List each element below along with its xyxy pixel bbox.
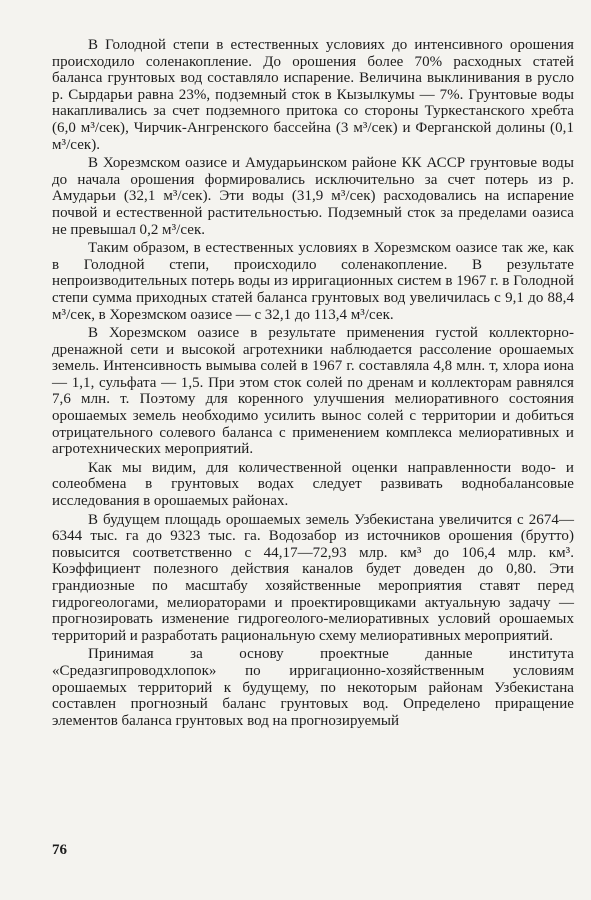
paragraph-forecast-balance: Принимая за основу проектные данные института «Средазгипроводхлопок» по ирригационно-хозяйственным условиям орошаемых территорий к будущему, по некоторым районам Узбекистана составлен прогнозный баланс грунтовых вод. Определено приращение элементов баланса грунтовых вод на прогнозируемый xyxy=(52,646,574,729)
paragraph-salt-accumulation: Таким образом, в естественных условиях в Хорезмском оазисе так же, как в Голодной степи, происходило соленакопление. В результате непроизводительных потерь воды из ирригационных систем в 1967 г. в Голодной степи сумма приходных статей баланса грунтовых вод увеличилась с 9,1 до 88,4 м³/сек, в Хорезмском оазисе — с 32,1 до 113,4 м³/сек. xyxy=(52,240,574,323)
paragraph-desalination: В Хорезмском оазисе в результате применения густой коллекторно-дренажной сети и высокой агротехники наблюдается рассоление орошаемых земель. Интенсивность вымыва солей в 1967 г. составляла 4,8 млн. т, хлора иона — 1,1, сульфата — 1,5. При этом сток солей по дренам и коллекторам равнялся 7,6 млн. т. Поэтому для коренного улучшения мелиоративного состояния орошаемых земель необходимо усилить вынос солей с территории и добиться отрицательного солевого баланса с применением комплекса мелиоративных и агротехнических мероприятий. xyxy=(52,325,574,458)
paragraph-future-irrigation: В будущем площадь орошаемых земель Узбекистана увеличится с 2674—6344 тыс. га до 9323 тыс. га. Водозабор из источников орошения (брутто) повысится соответственно с 44,17—72,93 млр. км³ до 106,4 млр. км³. Коэффициент полезного действия каналов будет доведен до 0,80. Эти грандиозные по масштабу хозяйственные мероприятия ставят перед гидрогеологами, мелиораторами и проектировщиками актуальную задачу — прогнозировать изменение гидрогеолого-мелиоративных условий орошаемых территорий и разработать рациональную схему мелиоративных мероприятий. xyxy=(52,511,574,644)
page-number: 76 xyxy=(52,842,67,858)
page-body xyxy=(52,37,574,731)
paragraph-khorezm-oasis: В Хорезмском оазисе и Амударьинском районе КК АССР грунтовые воды до начала орошения формировались исключительно за счет потерь из р. Амударьи (32,1 м³/сек). Эти воды (31,9 м³/сек) расходовались на испарение почвой и естественной растительностью. Подземный сток за пределами оазиса не превышал 0,2 м³/сек. xyxy=(52,155,574,238)
paragraph-golodnaya-steppe: В Голодной степи в естественных условиях до интенсивного орошения происходило соленакопление. До орошения более 70% расходных статей баланса грунтовых вод составляло испарение. Величина выклинивания в русло р. Сырдарьи равна 23%, подземный сток в Кызылкумы — 7%. Грунтовые воды накапливались за счет подземного притока со стороны Туркестанского хребта (6,0 м³/сек), Чирчик-Ангренского бассейна (3 м³/сек) и Ферганской долины (0,1 м³/сек). xyxy=(52,37,574,153)
paragraph-water-balance-studies: Как мы видим, для количественной оценки направленности водо- и солеобмена в грунтовых водах следует развивать воднобалансовые исследования в орошаемых районах. xyxy=(52,459,574,510)
